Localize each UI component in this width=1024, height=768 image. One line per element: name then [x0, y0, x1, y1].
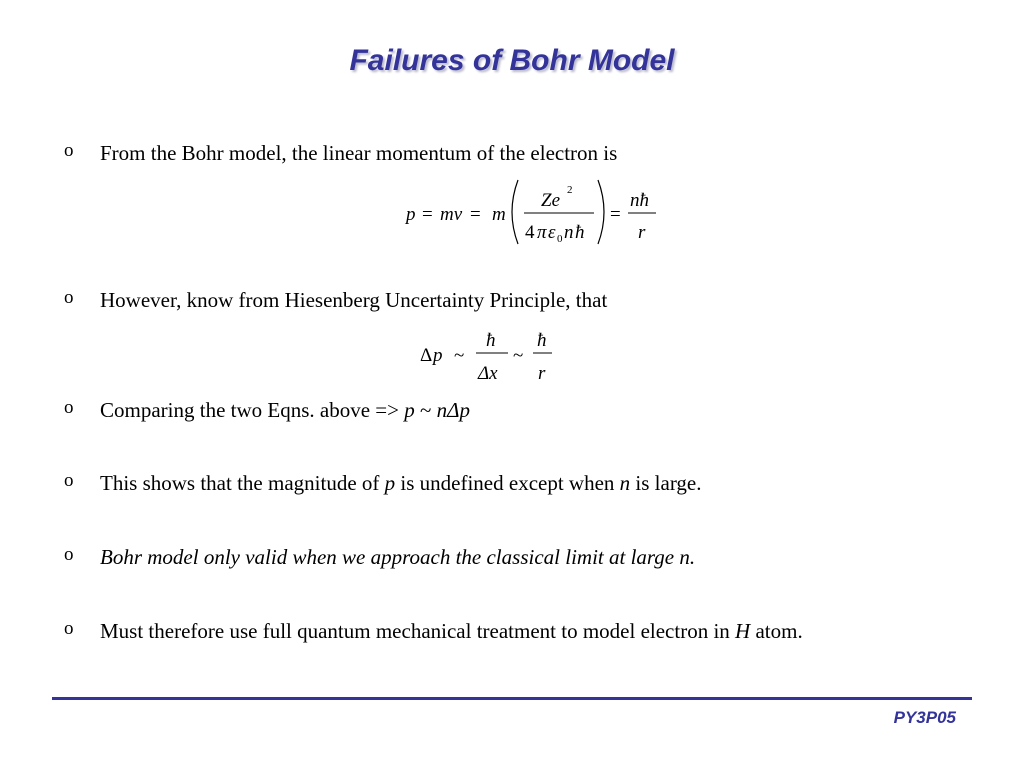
eq-den-hbar: ħ: [575, 222, 585, 243]
eq2-p: p: [433, 345, 443, 366]
slide-title: Failures of Bohr Model: [349, 44, 675, 77]
eq-m: m: [492, 204, 506, 225]
bullet-text-suffix: atom.: [750, 619, 803, 643]
var-h: H: [735, 619, 751, 643]
eq-rhs-den: r: [638, 222, 646, 243]
bullet-marker: o: [64, 140, 74, 161]
eq-den-pi: π: [537, 222, 547, 243]
eq2-sim-2: ~: [513, 345, 524, 366]
footer-label: PY3P05: [893, 708, 956, 727]
bullet-text-middle: is undefined except when: [395, 471, 620, 495]
uncertainty-equation: [416, 322, 566, 394]
right-paren: [598, 180, 604, 244]
bullet-marker: o: [64, 544, 74, 565]
footer-rule: [52, 697, 972, 700]
eq-num-exp: 2: [567, 184, 573, 196]
eq2-den-dx: Δx: [478, 363, 498, 384]
var-n: n: [619, 471, 631, 495]
eq2-sim-1: ~: [454, 345, 465, 366]
eq-den-eps: ε: [548, 222, 556, 243]
bullet-text: [100, 618, 803, 644]
eq2-num-hbar-2: ħ: [537, 330, 547, 351]
eq-equals-3: =: [610, 204, 621, 225]
eq-den-n: n: [564, 222, 574, 243]
eq-den-sub0: 0: [557, 233, 563, 245]
bullet-text: [100, 397, 470, 423]
bohr-momentum-svg: [400, 176, 670, 248]
bullet-marker: o: [64, 397, 74, 418]
bullet-text-prefix: Must therefore use full quantum mechanical treatment to model electron in: [100, 619, 736, 643]
formula-p: p: [404, 398, 415, 422]
bullet-text-prefix: This shows that the magnitude of: [100, 471, 385, 495]
eq-den-4: 4: [525, 222, 535, 243]
var-p: p: [384, 471, 396, 495]
bullet-text: Bohr model only valid when we approach the classical limit at large n.: [100, 545, 696, 569]
formula-delta: Δ: [447, 398, 460, 422]
eq-p: p: [406, 204, 416, 225]
bullet-text-prefix: Comparing the two Eqns. above =>: [100, 398, 405, 422]
formula-sim: ~: [414, 398, 437, 422]
bullet-text: [100, 470, 702, 496]
eq2-den-r: r: [538, 363, 546, 384]
bullet-text-suffix: is large.: [630, 471, 702, 495]
bullet-text: However, know from Hiesenberg Uncertainty Principle, that: [100, 288, 608, 312]
bohr-momentum-equation: [400, 176, 670, 254]
eq-rhs-num: nħ: [630, 190, 649, 211]
formula-n: n: [436, 398, 448, 422]
eq2-delta: Δ: [420, 345, 433, 366]
bullet-marker: o: [64, 287, 74, 308]
bullet-marker: o: [64, 618, 74, 639]
eq-equals-1: =: [422, 204, 433, 225]
eq-num-ze: Ze: [541, 190, 560, 211]
uncertainty-svg: [416, 322, 566, 388]
formula-p2: p: [459, 398, 470, 422]
eq-equals-2: =: [470, 204, 481, 225]
eq-mv: mv: [440, 204, 463, 225]
eq2-num-hbar-1: ħ: [486, 330, 496, 351]
bullet-text: From the Bohr model, the linear momentum of the electron is: [100, 141, 618, 165]
bullet-marker: o: [64, 470, 74, 491]
left-paren: [512, 180, 518, 244]
